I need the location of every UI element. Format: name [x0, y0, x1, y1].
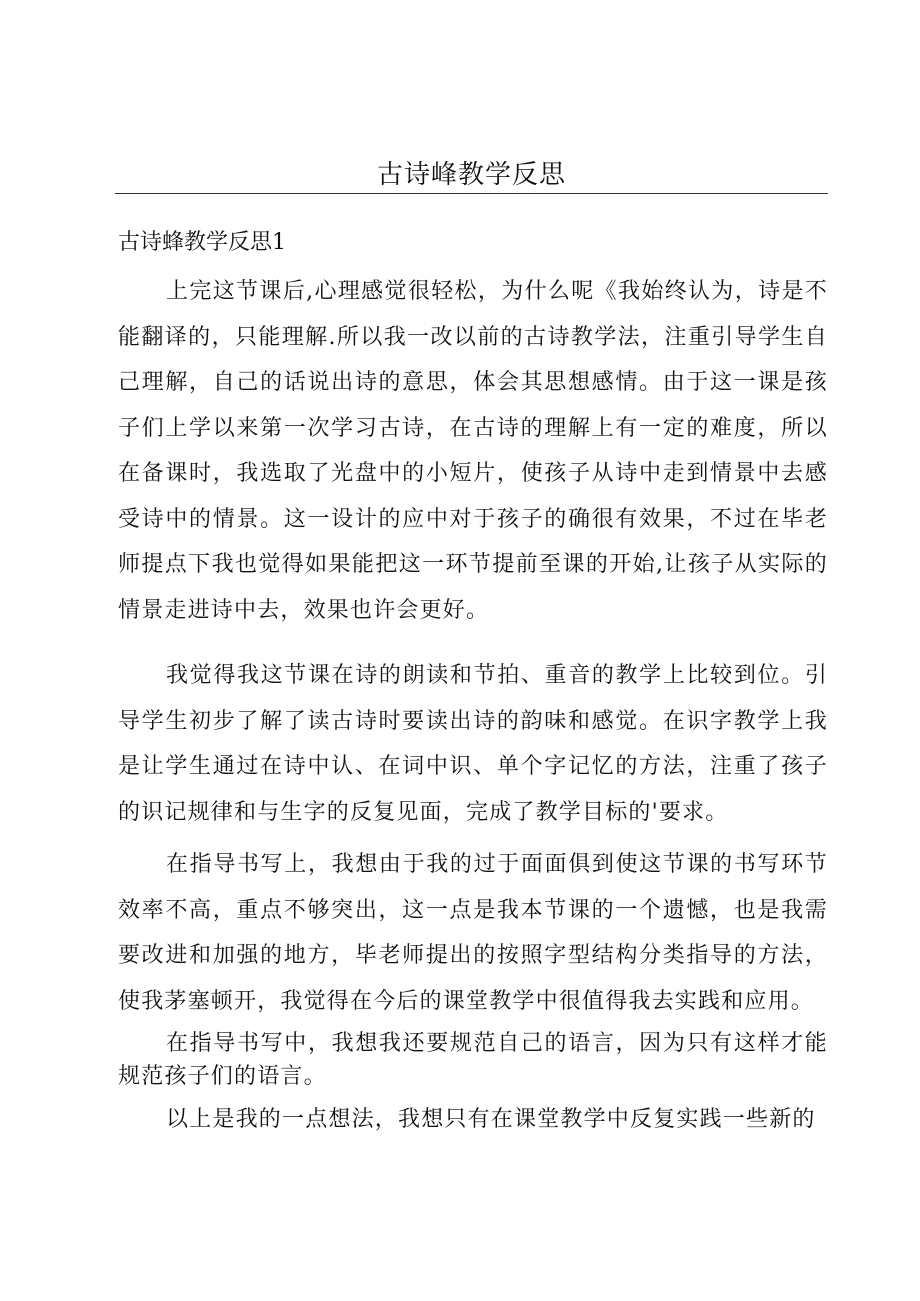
paragraph-5: 以上是我的一点想法，我想只有在课堂教学中反复实践一些新的 [166, 1107, 816, 1132]
title-underline [115, 193, 828, 194]
section-heading: 古诗蜂教学反思1 [118, 230, 286, 255]
paragraph-1: 上完这节课后,心理感觉很轻松，为什么呢《我始终认为，诗是不能翻译的，只能理解.所以我一改以前的古诗教学法，注重引导学生自己理解，自己的话说出诗的意思，体会其思想感情。由于这一课是孩子们上学以来第一次学习古诗，在古诗的理解上有一定的难度，所以在备课时，我选取了光盘中的小短片，使孩子从诗中走到情景中去感受诗中的情景。这一设计的应中对于孩子的确很有效果，不过在毕老师提点下我也觉得如果能把这一环节提前至课的开始,让孩子从实际的情景走进诗中去，效果也许会更好。 [118, 279, 828, 623]
paragraph-2: 我觉得我这节课在诗的朗读和节拍、重音的教学上比较到位。引导学生初步了解了读古诗时要读出诗的韵味和感觉。在识字教学上我是让学生通过在诗中认、在词中识、单个字记忆的方法，注重了孩子的识记规律和与生字的反复见面，完成了教学目标的'要求。 [118, 663, 828, 825]
document-title: 古诗峰教学反思 [376, 160, 566, 190]
paragraph-4: 在指导书写中，我想我还要规范自己的语言，因为只有这样才能规范孩子们的语言。 [118, 1031, 828, 1089]
paragraph-3: 在指导书写上，我想由于我的过于面面俱到使这节课的书写环节效率不高，重点不够突出，这一点是我本节课的一个遗憾，也是我需要改进和加强的地方，毕老师提出的按照字型结构分类指导的方法，使我茅塞顿开，我觉得在今后的课堂教学中很值得我去实践和应用。 [118, 852, 828, 1014]
